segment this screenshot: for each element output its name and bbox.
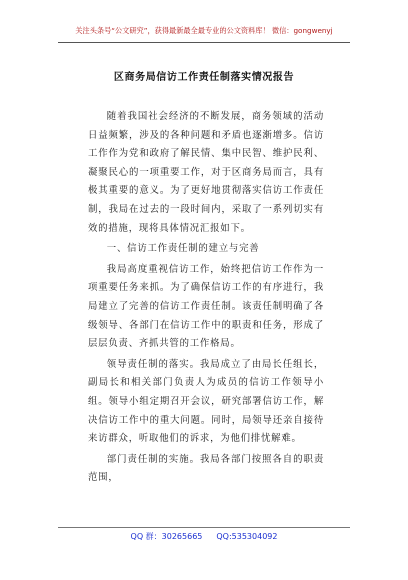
footer-qq-group: QQ 群：30265665 <box>130 532 203 541</box>
paragraph-leadership-responsibility: 领导责任制的落实。我局成立了由局长任组长，副局长和相关部门负责人为成员的信访工作领导小组。领导小组定期召开会议，研究部署信访工作，解决信访工作中的重大问题。同时，局领导还亲自接待来访群众，听取他们的诉求，为他们排忧解难。 <box>88 358 324 445</box>
footer-contact <box>0 531 408 542</box>
document-body <box>88 108 324 490</box>
paragraph-intro: 随着我国社会经济的不断发展，商务领域的活动日益频繁，涉及的各种问题和矛盾也逐渐增多。信访工作作为党和政府了解民情、集中民智、维护民利、凝聚民心的一项重要工作，对于区商务局而言，具有极其重要的意义。为了更好地贯彻落实信访工作责任制，我局在过去的一段时间内，采取了一系列切实有效的措施，现将具体情况汇报如下。 <box>88 111 324 234</box>
footer-qq: QQ:535304092 <box>216 532 278 541</box>
footer-divider <box>58 527 350 528</box>
paragraph-department-responsibility: 部门责任制的实施。我局各部门按照各自的职责范围， <box>88 453 324 484</box>
paragraph-responsibility-system: 我局高度重视信访工作，始终把信访工作作为一项重要任务来抓。为了确保信访工作的有序进行，我局建立了完善的信访工作责任制。该责任制明确了各级领导、各部门在信访工作中的职责和任务，形成了层层负责、齐抓共管的工作格局。 <box>88 263 324 350</box>
section-heading-1: 一、信访工作责任制的建立与完善 <box>106 243 260 255</box>
header-divider <box>58 42 350 43</box>
document-title: 区商务局信访工作责任制落实情况报告 <box>113 72 295 83</box>
header-promo-note: 关注头条号“公文研究”，获得最新最全最专业的公文资料库！ 微信：gongwenyj <box>75 26 333 35</box>
